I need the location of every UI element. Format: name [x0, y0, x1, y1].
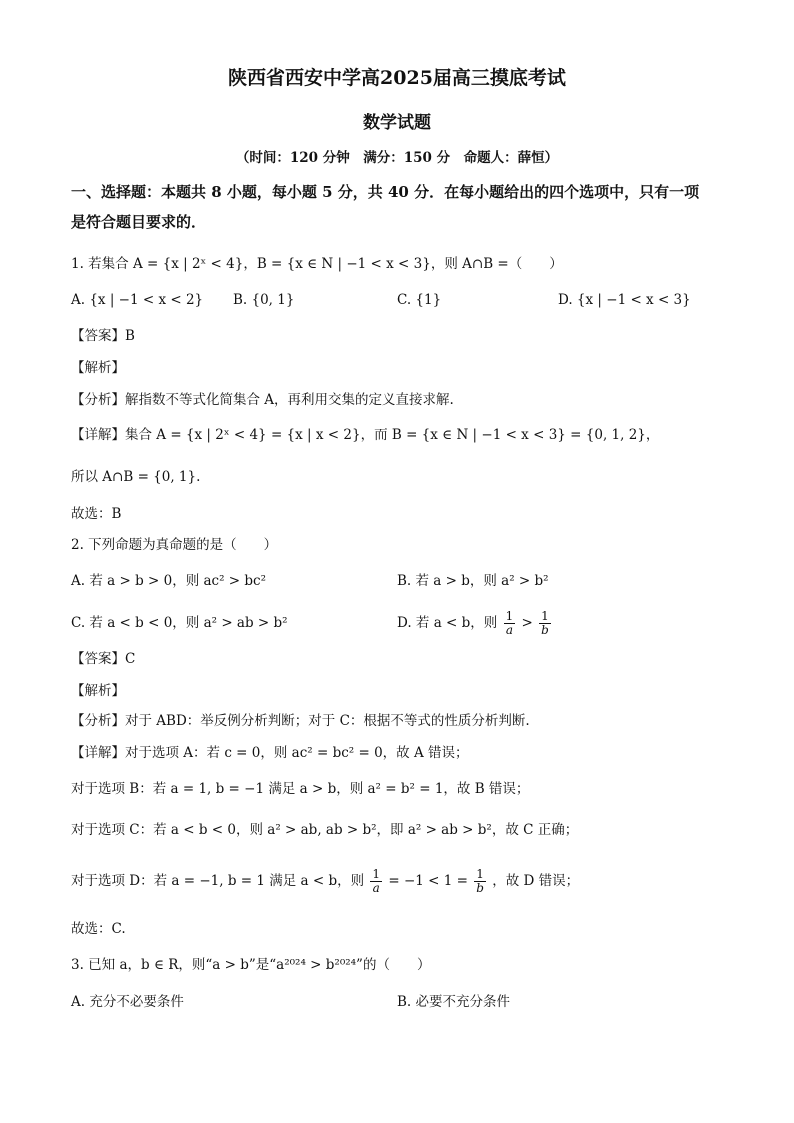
- fraction-denominator: a: [505, 623, 513, 637]
- q2-detail-a: 【详解】对于选项 A：若 c = 0，则 ac² = bc² = 0，故 A 错误；: [71, 745, 469, 761]
- fraction-numerator: 1: [372, 867, 381, 881]
- q2-detail-d: [71, 864, 579, 898]
- q2-detail-d-fraction-2: [474, 868, 486, 895]
- q1-answer: 【答案】B: [71, 328, 135, 344]
- fraction-numerator: 1: [541, 609, 549, 623]
- q2-option-a: A. 若 a > b > 0，则 ac² > bc²: [71, 573, 267, 589]
- exam-subtitle: 数学试题: [363, 113, 431, 133]
- q1-stem: 1. 若集合 A = {x | 2ˣ < 4}，B = {x ∈ N | −1 < x < 3}，则 A∩B =（ ）: [71, 256, 563, 272]
- q1-option-b: B. {0, 1}: [233, 292, 295, 308]
- fraction-denominator: b: [476, 881, 484, 895]
- q2-stem: 2. 下列命题为真命题的是（ ）: [71, 537, 278, 553]
- q2-detail-d-suffix: ，故 D 错误；: [492, 873, 580, 889]
- q2-detail-d-fraction-1: [370, 868, 382, 895]
- q2-detail-c: 对于选项 C：若 a < b < 0，则 a² > ab, ab > b²，即 a² > ab > b²，故 C 正确；: [71, 822, 579, 838]
- q2-choice: 故选：C.: [71, 921, 126, 937]
- q3-option-b: B. 必要不充分条件: [397, 994, 511, 1010]
- exam-info: （时间：120 分钟 满分：150 分 命题人：薛恒）: [235, 150, 559, 166]
- q3-stem: 3. 已知 a，b ∈ R，则“a > b”是“a²⁰²⁴ > b²⁰²⁴”的（ ）: [71, 957, 431, 973]
- fraction-denominator: b: [541, 623, 549, 637]
- fraction-denominator: a: [372, 881, 380, 895]
- q2-option-d-prefix: D. 若 a < b，则: [397, 615, 498, 631]
- q2-option-b: B. 若 a > b，则 a² > b²: [397, 573, 549, 589]
- fraction-numerator: 1: [505, 609, 514, 623]
- q2-detail-b: 对于选项 B：若 a = 1, b = −1 满足 a > b，则 a² = b² = 1，故 B 错误；: [71, 781, 530, 797]
- q1-fenxi: 【分析】解指数不等式化简集合 A，再利用交集的定义直接求解.: [71, 392, 454, 408]
- q2-option-c: C. 若 a < b < 0，则 a² > ab > b²: [71, 615, 288, 631]
- q1-option-c: C. {1}: [397, 292, 442, 308]
- q1-option-d: D. {x | −1 < x < 3}: [558, 292, 691, 308]
- q2-fenxi: 【分析】对于 ABD：举反例分析判断；对于 C：根据不等式的性质分析判断.: [71, 713, 530, 729]
- q2-analysis-label: 【解析】: [71, 683, 125, 699]
- q1-detail-1: 【详解】集合 A = {x | 2ˣ < 4} = {x | x < 2}，而 B = {x ∈ N | −1 < x < 3} = {0, 1, 2}，: [71, 427, 660, 443]
- exam-title: 陕西省西安中学高2025届高三摸底考试: [228, 67, 566, 89]
- section-heading-line-1: 一、选择题：本题共 8 小题，每小题 5 分，共 40 分．在每小题给出的四个选项中，只有一项: [71, 183, 700, 201]
- q2-detail-d-prefix: 对于选项 D：若 a = −1, b = 1 满足 a < b，则: [71, 873, 365, 889]
- fraction-numerator: 1: [476, 867, 484, 881]
- q2-option-d: [397, 606, 553, 640]
- q1-detail-2: 所以 A∩B = {0, 1}.: [71, 469, 201, 485]
- q1-choice: 故选：B: [71, 506, 122, 522]
- section-heading-line-2: 是符合题目要求的．: [71, 213, 207, 231]
- q2-option-d-fraction-1: [504, 610, 516, 637]
- q1-option-a: A. {x | −1 < x < 2}: [71, 292, 204, 308]
- q1-analysis-label: 【解析】: [71, 360, 125, 376]
- q2-detail-d-middle: = −1 < 1 =: [388, 873, 468, 889]
- q2-option-d-operator: >: [521, 615, 533, 631]
- q3-option-a: A. 充分不必要条件: [71, 994, 184, 1010]
- q2-option-d-fraction-2: [539, 610, 551, 637]
- q2-answer: 【答案】C: [71, 651, 136, 667]
